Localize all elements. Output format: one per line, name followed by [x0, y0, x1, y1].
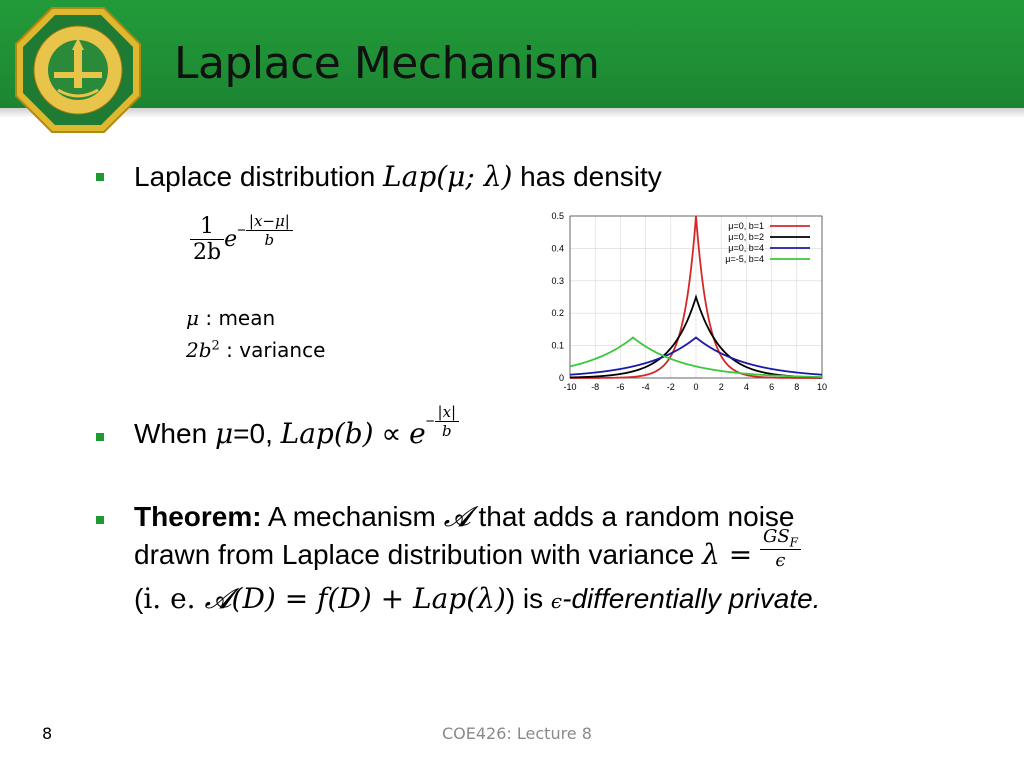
- dp-phrase: -differentially private.: [562, 583, 821, 614]
- y-tick-label: 0.2: [551, 308, 564, 319]
- theorem-text-1: A mechanism: [261, 501, 444, 532]
- slide-number: 8: [42, 724, 53, 743]
- density-exponent-numerator: |x−μ|: [248, 212, 290, 230]
- density-exponent: [237, 212, 293, 249]
- variance-exponent: 2: [211, 338, 220, 354]
- lap-expression: Lap(μ; λ): [383, 160, 513, 193]
- x-tick-label: -8: [591, 382, 600, 392]
- sensitivity-denominator: ϵ: [760, 549, 801, 571]
- y-tick-label: 0: [558, 373, 564, 383]
- theorem-line-1: [134, 500, 795, 534]
- mean-symbol: μ: [186, 306, 199, 330]
- exp-exponent-numerator: |x|: [437, 403, 457, 421]
- density-base: e: [224, 227, 238, 252]
- legend-label: μ=0, b=1: [728, 221, 764, 231]
- bullet-1-text: [134, 160, 662, 193]
- gs-symbol: GS: [762, 525, 790, 547]
- density-formula: [190, 214, 293, 265]
- university-logo-icon: [14, 6, 142, 134]
- x-tick-label: 0: [693, 382, 699, 392]
- bullet-1-suffix: has density: [512, 161, 662, 192]
- y-tick-label: 0.5: [551, 211, 564, 221]
- x-tick-label: 6: [769, 382, 775, 392]
- variance-label: : variance: [219, 338, 326, 362]
- laplace-density-chart: [530, 208, 830, 398]
- bullet-marker: [96, 516, 104, 524]
- x-tick-label: -6: [616, 382, 625, 392]
- x-tick-label: -10: [563, 382, 577, 392]
- bullet-2-text: [134, 403, 459, 450]
- variance-symbol: 2b: [186, 338, 212, 362]
- theorem-text-3: drawn from Laplace distribution with variance: [134, 539, 703, 570]
- paren-open: (: [134, 583, 144, 614]
- bullet-1-prefix: Laplace distribution: [134, 161, 384, 192]
- mu-equals-zero: =0,: [233, 418, 281, 449]
- exp-exponent-sign: −: [425, 413, 435, 430]
- y-tick-label: 0.3: [551, 275, 564, 286]
- density-fraction: [190, 214, 224, 265]
- exp-exponent: [426, 403, 459, 440]
- x-tick-label: 2: [718, 382, 724, 392]
- density-exponent-denominator: b: [246, 230, 293, 249]
- mechanism-symbol: 𝓐: [443, 500, 471, 533]
- theorem-text-2: that adds a random noise: [470, 501, 795, 532]
- mechanism-formula: 𝓐(D) = f(D) + Lap(λ): [204, 582, 506, 615]
- proportional-symbol: ∝: [373, 418, 410, 449]
- x-tick-label: 8: [794, 382, 800, 392]
- sensitivity-fraction: [760, 526, 801, 572]
- bullet-marker: [96, 433, 104, 441]
- bullet-marker: [96, 173, 104, 181]
- lambda-equals: λ =: [702, 538, 753, 571]
- lap-b-expression: Lap(b): [280, 417, 374, 450]
- title-bar-shadow: [0, 108, 1024, 118]
- variance-note: [186, 338, 325, 362]
- x-tick-label: -2: [666, 382, 675, 392]
- x-tick-label: 10: [816, 382, 828, 392]
- density-exponent-sign: −: [237, 222, 246, 239]
- sensitivity-numerator: [760, 526, 801, 550]
- slide-title: Laplace Mechanism: [174, 38, 600, 89]
- footer-course: COE426: Lecture 8: [442, 724, 592, 743]
- legend-label: μ=0, b=4: [728, 243, 764, 253]
- exp-exponent-denominator: b: [435, 421, 460, 440]
- y-tick-label: 0.4: [551, 243, 564, 254]
- x-tick-label: 4: [743, 382, 749, 392]
- theorem-label: Theorem:: [134, 501, 262, 532]
- density-denominator: 2b: [190, 239, 224, 265]
- epsilon-symbol: ϵ: [550, 589, 563, 613]
- exp-base: e: [409, 417, 426, 450]
- y-tick-label: 0.1: [551, 340, 564, 351]
- mean-label: : mean: [199, 306, 276, 330]
- gs-subscript: F: [789, 535, 798, 550]
- ie-text: i. e.: [143, 582, 205, 615]
- x-tick-label: -4: [641, 382, 650, 392]
- paren-close: ): [505, 583, 516, 614]
- bullet-2-prefix: When: [134, 418, 215, 449]
- theorem-line-2: [134, 525, 801, 572]
- is-text: is: [515, 583, 551, 614]
- legend-label: μ=0, b=2: [728, 232, 764, 242]
- legend-label: μ=-5, b=4: [725, 254, 764, 264]
- theorem-line-3: [134, 582, 820, 616]
- density-numerator: 1: [200, 214, 215, 239]
- mean-note: [186, 306, 275, 330]
- mu-symbol: μ: [214, 417, 234, 450]
